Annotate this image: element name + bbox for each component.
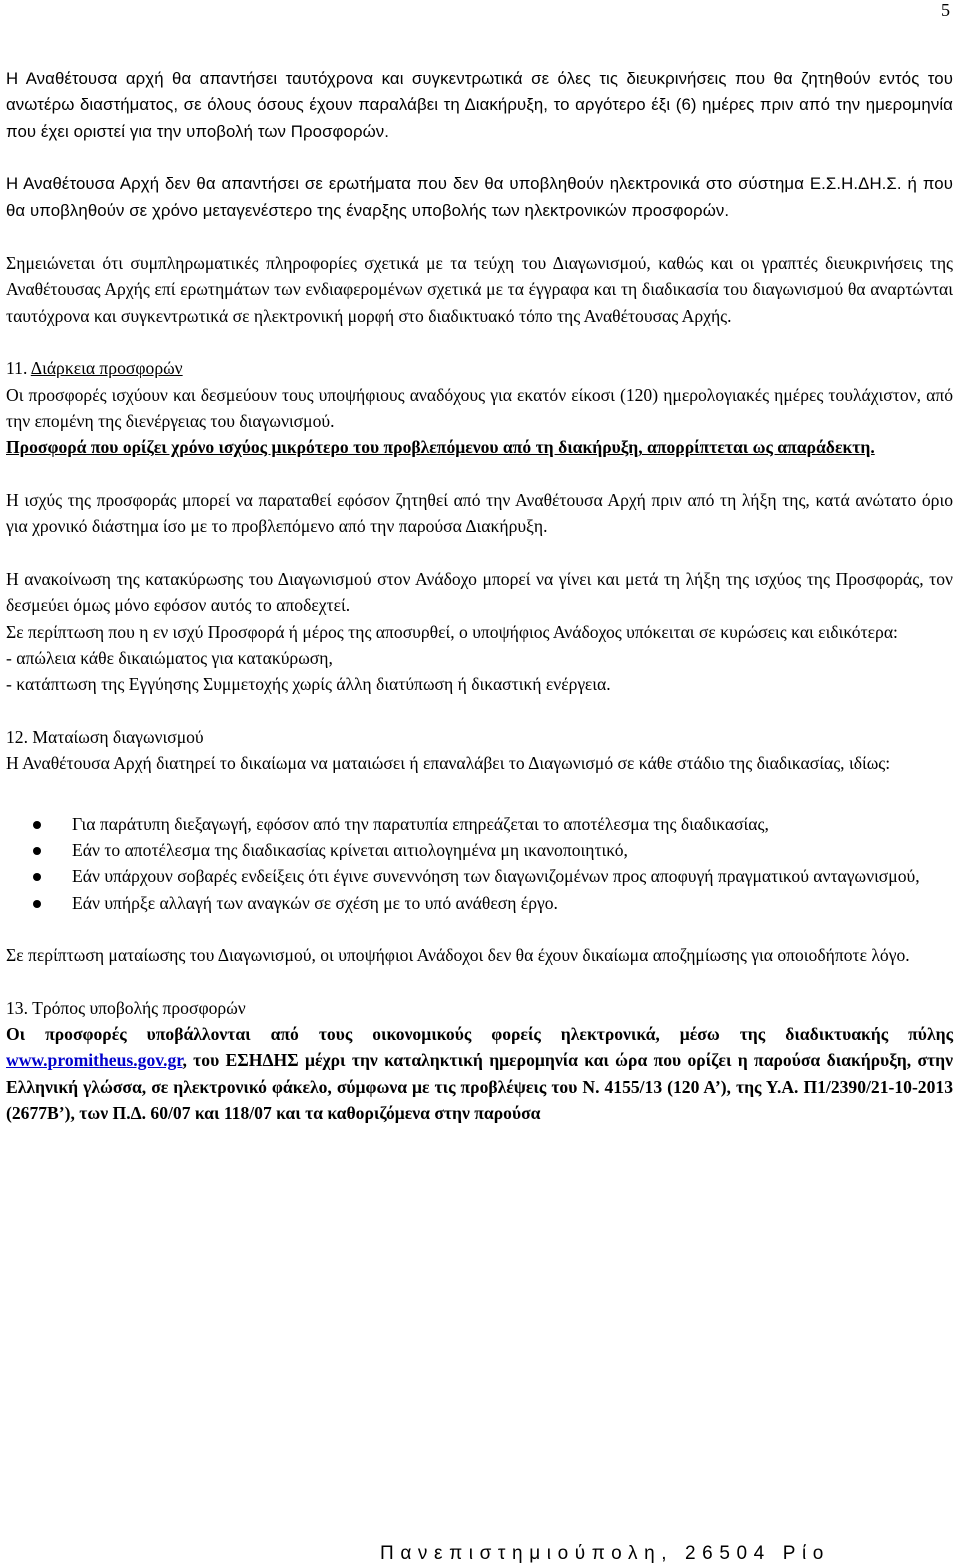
list-item: Εάν το αποτέλεσμα της διαδικασίας κρίνεται αιτιολογημένα μη ικανοποιητικό, [6,837,953,863]
section-11-number: 11. [6,358,31,379]
paragraph-questions: Η Αναθέτουσα Αρχή δεν θα απαντήσει σε ερωτήματα που δεν θα υποβληθούν ηλεκτρονικά στο σύστημα Ε.Σ.Η.ΔΗ.Σ. ή που θα υποβληθούν σε χρόνο μεταγενέστερο της έναρξης υποβολής των ηλεκτρονικών προσφορών. [6,174,953,220]
list-item: Εάν υπήρξε αλλαγή των αναγκών σε σχέση με το υπό ανάθεση έργο. [6,890,953,916]
paragraph-supplementary-info: Σημειώνεται ότι συμπληρωματικές πληροφορίες σχετικά με τα τεύχη του Διαγωνισμού, καθώς και οι γραπτές διευκρινήσεις της Αναθέτουσας Αρχής επί ερωτημάτων των ενδιαφερομένων σχετικά με τα έγγραφα και τη διαδικασία του διαγωνισμού θα αναρτώνται ταυτόχρονα και συγκεντρωτικά σε ηλεκτρονική μορφή στο διαδικτυακό τόπο της Αναθέτουσας Αρχής. [6,253,953,326]
paragraph-clarifications: Η Αναθέτουσα αρχή θα απαντήσει ταυτόχρονα και συγκεντρωτικά σε όλες τις διευκρινήσεις που θα ζητηθούν εντός του ανωτέρω διαστήματος, σε όλους όσους έχουν παραλάβει τη Διακήρυξη, το αργότερο έξι (6) ημέρες πριν από την ημερομηνία που έχει οριστεί για την υποβολή των Προσφορών. [6,69,953,141]
page-number: 5 [941,0,950,20]
section-12-closing: Σε περίπτωση ματαίωσης του Διαγωνισμού, οι υποψήφιοι Ανάδοχοι δεν θα έχουν δικαίωμα αποζημίωσης για οποιοδήποτε λόγο. [6,945,910,966]
section-12-intro: Η Αναθέτουσα Αρχή διατηρεί το δικαίωμα να ματαιώσει ή επαναλάβει το Διαγωνισμό σε κάθε στάδιο της διαδικασίας, ιδίως: [6,753,891,774]
section-12-list [6,811,953,917]
section-13-text [6,1021,953,1127]
section-11-extension: Η ισχύς της προσφοράς μπορεί να παραταθεί εφόσον ζητηθεί από την Αναθέτουσα Αρχή πριν από τη λήξη της, κατά ανώτατο όριο για χρονικό διάστημα ίσο με το προβλεπόμενο από την παρούσα Διακήρυξη. [6,489,953,537]
section-11-penalty-2: - κατάπτωση της Εγγύησης Συμμετοχής χωρίς άλλη διατύπωση ή δικαστική ενέργεια. [6,674,611,695]
section-12-heading: 12. Ματαίωση διαγωνισμού [6,726,204,747]
document-body [6,66,953,1127]
section-11-heading [6,355,953,381]
list-item: Για παράτυπη διεξαγωγή, εφόσον από την παρατυπία επηρεάζεται το αποτέλεσμα της διαδικασίας, [6,811,953,837]
section-11-withdraw: Σε περίπτωση που η εν ισχύ Προσφορά ή μέρος της αποσυρθεί, ο υποψήφιος Ανάδοχος υπόκειται σε κυρώσεις και ειδικότερα: [6,621,898,642]
section-11-text: Οι προσφορές ισχύουν και δεσμεύουν τους υποψήφιους αναδόχους για εκατόν είκοσι (120) ημερολογιακές ημέρες τουλάχιστον, από την επομένη της διενέργειας του διαγωνισμού. [6,384,953,432]
section-13-heading: 13. Τρόπος υποβολής προσφορών [6,997,246,1018]
section-11-penalty-1: - απώλεια κάθε δικαιώματος για κατακύρωση, [6,647,333,668]
section-13-text-after: , του ΕΣΗΔΗΣ μέχρι την καταληκτική ημερομηνία και ώρα που ορίζει η παρούσα διακήρυξη, στην Ελληνική γλώσσα, σε ηλεκτρονικό φάκελο, σύμφωνα με τις προβλέψεις του Ν. 4155/13 (120 Α’), της Υ.Α. Π1/2390/21-10-2013 (2677Β’), των Π.Δ. 60/07 και 118/07 και τα καθοριζόμενα στην παρούσα [6,1050,953,1124]
footer-address: Πανεπιστημιούπολη, 26504 Ρίο [380,1543,830,1564]
promitheus-link[interactable]: www.promitheus.gov.gr [6,1050,183,1071]
section-11-notice: Προσφορά που ορίζει χρόνο ισχύος μικρότερο του προβλεπόμενου από τη διακήρυξη, απορρίπτεται ως απαράδεκτη. [6,437,875,458]
section-11-award: Η ανακοίνωση της κατακύρωσης του Διαγωνισμού στον Ανάδοχο μπορεί να γίνει και μετά τη λήξη της ισχύος της Προσφοράς, τον δεσμεύει όμως μόνο εφόσον αυτός το αποδεχτεί. [6,568,953,616]
section-13-text-before: Οι προσφορές υποβάλλονται από τους οικονομικούς φορείς ηλεκτρονικά, μέσω της διαδικτυακής πύλης [6,1023,953,1044]
list-item: Εάν υπάρχουν σοβαρές ενδείξεις ότι έγινε συνεννόηση των διαγωνιζομένων προς αποφυγή πραγματικού ανταγωνισμού, [6,863,953,889]
section-11-title: Διάρκεια προσφορών [30,358,183,379]
